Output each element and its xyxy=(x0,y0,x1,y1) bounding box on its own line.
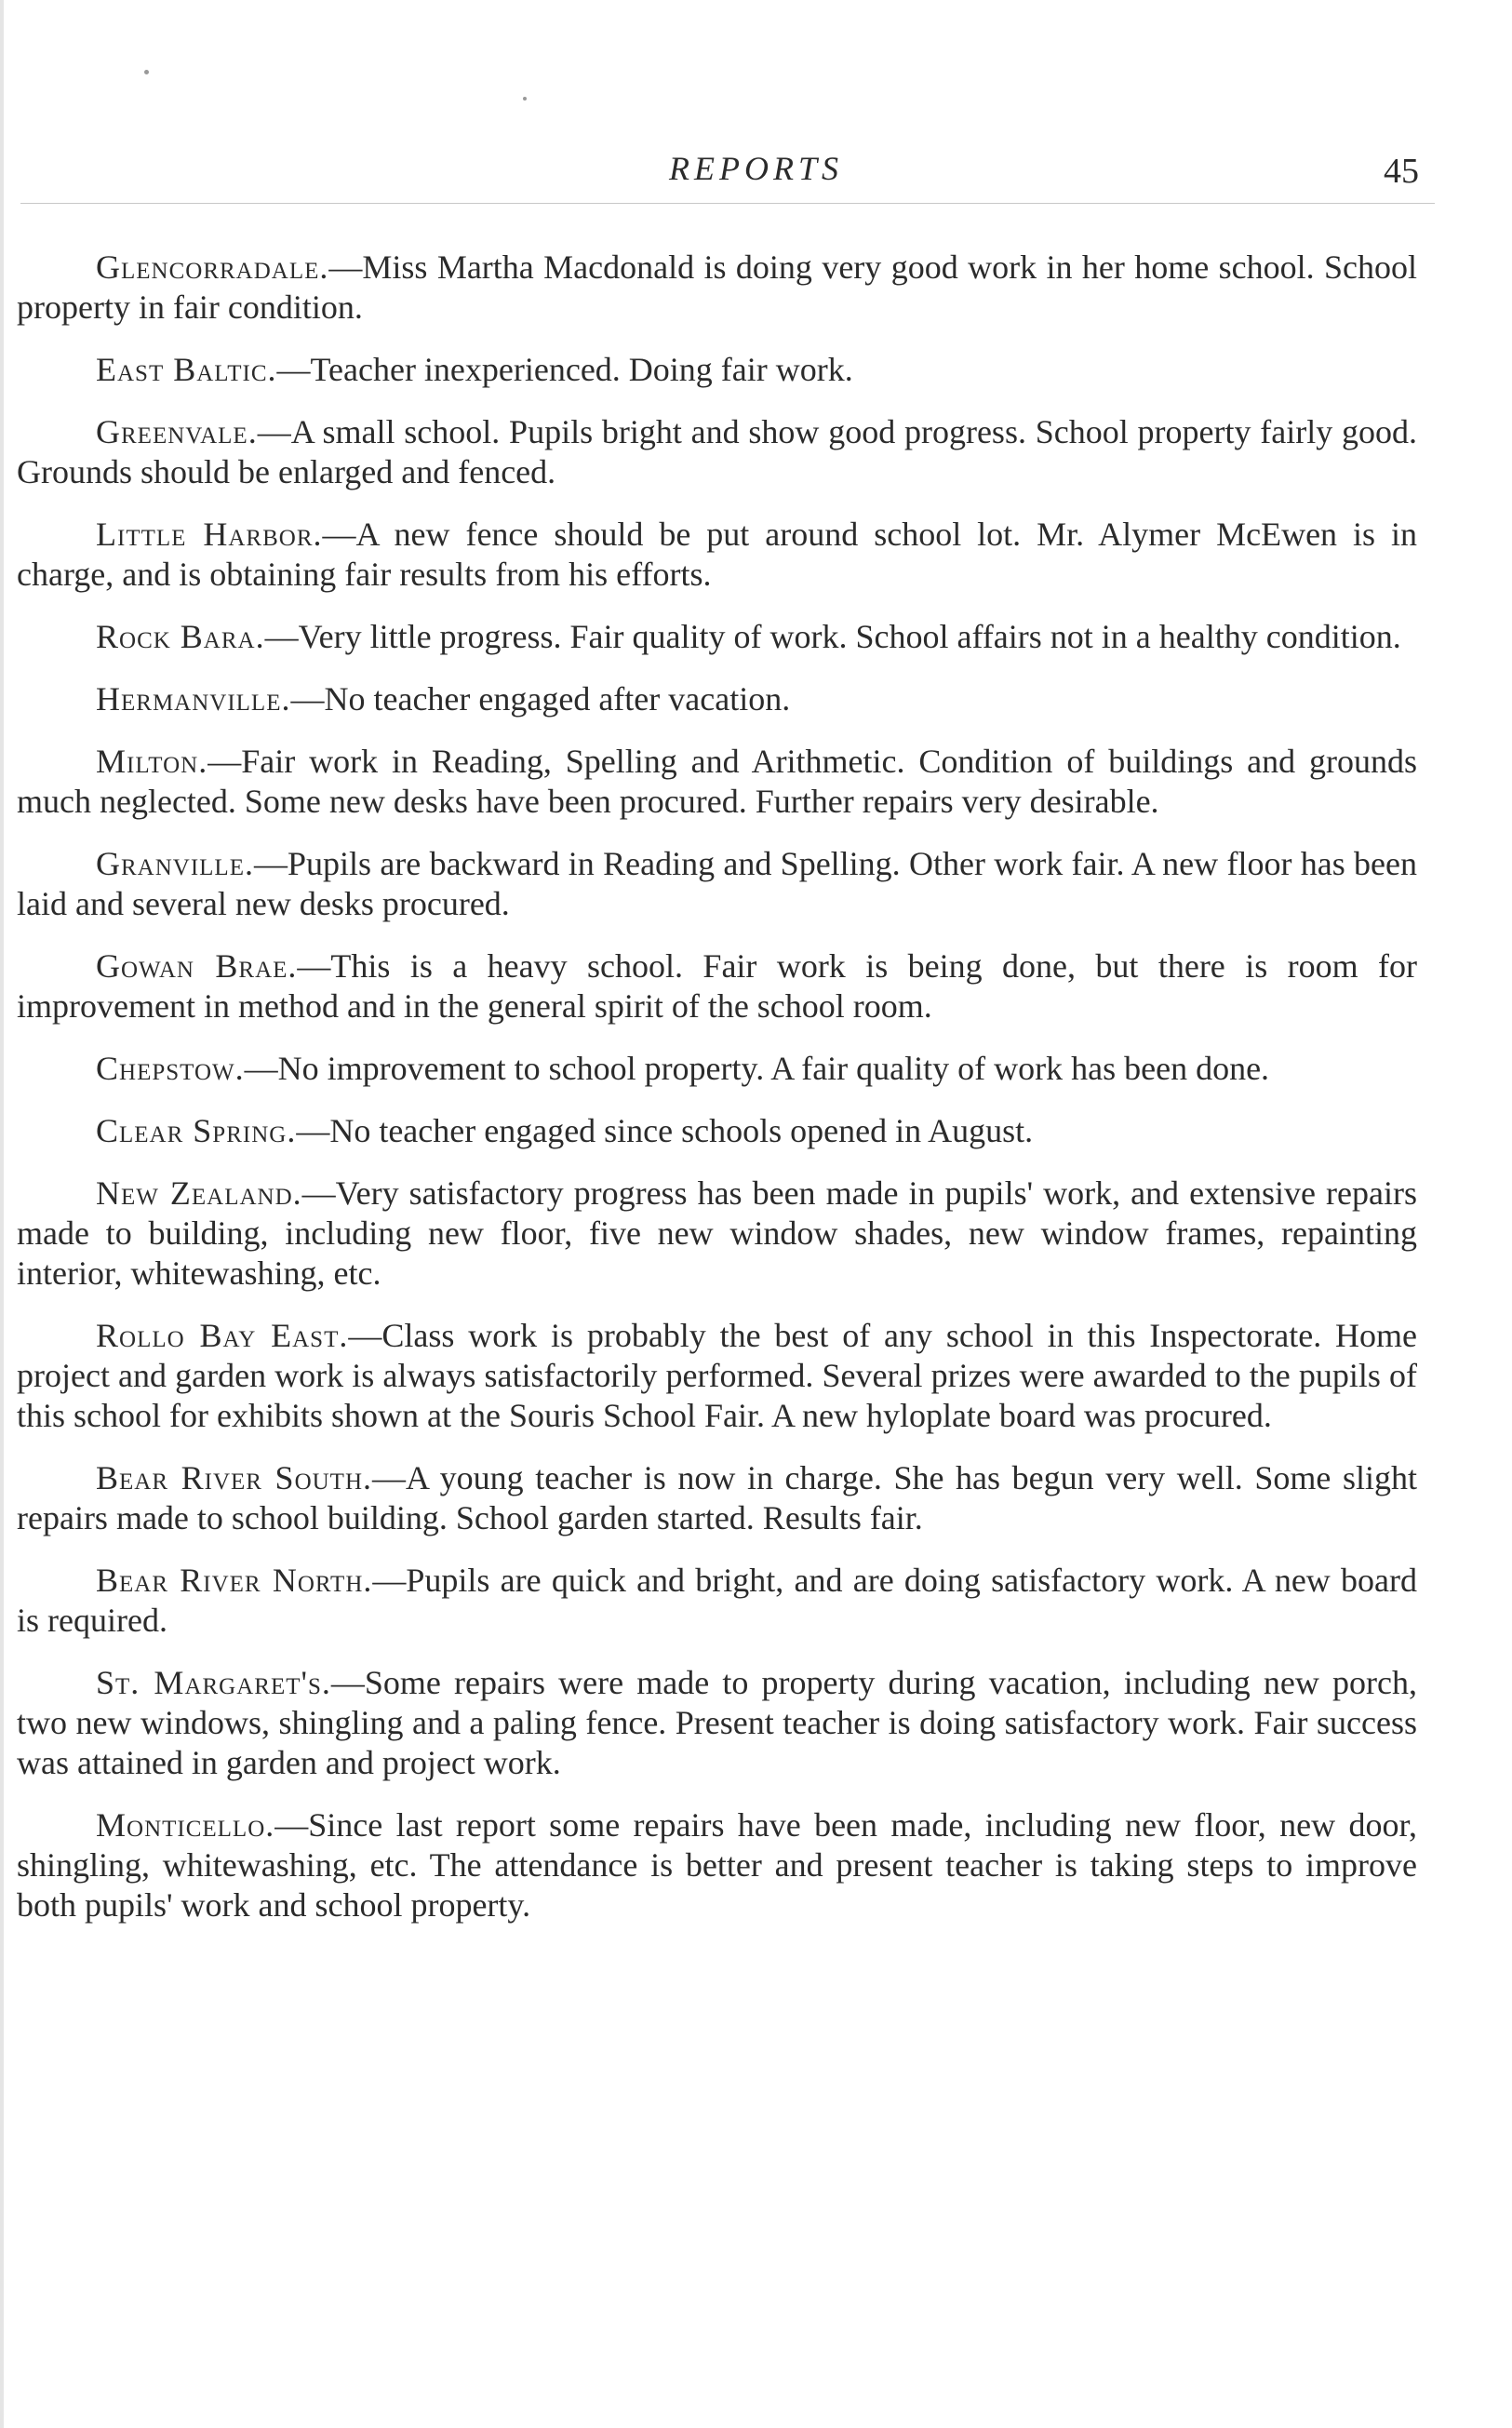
report-entry xyxy=(17,1174,1417,1294)
report-text: —Very satisfactory progress has been made in pupils' work, and extensive repairs made to building, including new floor, five new window shades, new window frames, repainting interior, whitewashing, etc. xyxy=(17,1174,1417,1292)
school-name: Granville. xyxy=(96,845,254,882)
page-edge xyxy=(0,0,4,2428)
report-entry xyxy=(17,1663,1417,1783)
report-entry xyxy=(17,515,1417,595)
report-entry xyxy=(17,248,1417,328)
report-entry xyxy=(17,1316,1417,1436)
report-entry xyxy=(17,412,1417,492)
report-text: —A new fence should be put around school lot. Mr. Alymer McEwen is in charge, and is obtaining fair results from his efforts. xyxy=(17,516,1418,593)
report-body xyxy=(17,248,1417,1948)
school-name: Clear Spring. xyxy=(96,1112,297,1149)
report-text: —Since last report some repairs have been made, including new floor, new door, shingling, whitewashing, etc. The attendance is better and present teacher is taking steps to improve both pupils' work and school property. xyxy=(17,1806,1417,1924)
report-text: —Miss Martha Macdonald is doing very good work in her home school. School property in fair condition. xyxy=(17,248,1417,326)
school-name: New Zealand. xyxy=(96,1174,302,1212)
report-text: —Fair work in Reading, Spelling and Arithmetic. Condition of buildings and grounds much neglected. Some new desks have been procured. Further repairs very desirable. xyxy=(17,743,1417,820)
report-text: —A small school. Pupils bright and show good progress. School property fairly good. Grounds should be enlarged and fenced. xyxy=(17,413,1417,490)
report-entry xyxy=(17,617,1417,657)
report-text: —No teacher engaged since schools opened in August. xyxy=(296,1112,1034,1149)
report-entry xyxy=(17,1111,1417,1151)
report-text: —No teacher engaged after vacation. xyxy=(290,680,791,718)
school-name: Rollo Bay East. xyxy=(96,1317,349,1354)
running-title: REPORTS xyxy=(669,150,843,187)
school-name: Little Harbor. xyxy=(96,516,323,553)
school-name: Bear River South. xyxy=(96,1459,373,1496)
report-entry xyxy=(17,844,1417,924)
report-text: —Pupils are backward in Reading and Spelling. Other work fair. A new floor has been laid and several new desks procured. xyxy=(17,845,1417,922)
report-text: —A young teacher is now in charge. She has begun very well. Some slight repairs made to school building. School garden started. Results fair. xyxy=(17,1459,1417,1536)
school-name: Monticello. xyxy=(96,1806,275,1844)
report-text: —Some repairs were made to property during vacation, including new porch, two new windows, shingling and a paling fence. Present teacher is doing satisfactory work. Fair success was attained in garden and project work. xyxy=(17,1664,1417,1781)
report-text: —This is a heavy school. Fair work is being done, but there is room for improvement in method and in the general spirit of the school room. xyxy=(17,947,1417,1025)
school-name: Milton. xyxy=(96,743,208,780)
school-name: Greenvale. xyxy=(96,413,258,450)
print-speck xyxy=(144,70,149,74)
school-name: St. Margaret's. xyxy=(96,1664,331,1701)
school-name: Bear River North. xyxy=(96,1562,373,1599)
school-name: Rock Bara. xyxy=(96,618,265,655)
report-entry xyxy=(17,946,1417,1026)
report-text: —Class work is probably the best of any school in this Inspectorate. Home project and garden work is always satisfactorily performed. Several prizes were awarded to the pupils of this school for exhibits shown at the Souris School Fair. A new hyloplate board was procured. xyxy=(17,1317,1417,1434)
header-rule xyxy=(20,203,1435,204)
report-text: —Very little progress. Fair quality of work. School affairs not in a healthy condition. xyxy=(264,618,1401,655)
report-entry xyxy=(17,679,1417,719)
running-header xyxy=(0,149,1512,205)
report-entry xyxy=(17,1561,1417,1641)
report-entry xyxy=(17,350,1417,390)
school-name: Glencorradale. xyxy=(96,248,329,286)
report-entry xyxy=(17,1458,1417,1538)
report-text: —Teacher inexperienced. Doing fair work. xyxy=(276,351,853,388)
report-entry xyxy=(17,1805,1417,1925)
report-entry xyxy=(17,742,1417,822)
school-name: Chepstow. xyxy=(96,1050,245,1087)
report-entry xyxy=(17,1049,1417,1089)
page-number: 45 xyxy=(1384,152,1419,191)
report-text: —No improvement to school property. A fair quality of work has been done. xyxy=(244,1050,1270,1087)
school-name: East Baltic. xyxy=(96,351,277,388)
report-text: —Pupils are quick and bright, and are doing satisfactory work. A new board is required. xyxy=(17,1562,1418,1639)
school-name: Hermanville. xyxy=(96,680,291,718)
school-name: Gowan Brae. xyxy=(96,947,298,985)
print-speck xyxy=(523,97,527,101)
